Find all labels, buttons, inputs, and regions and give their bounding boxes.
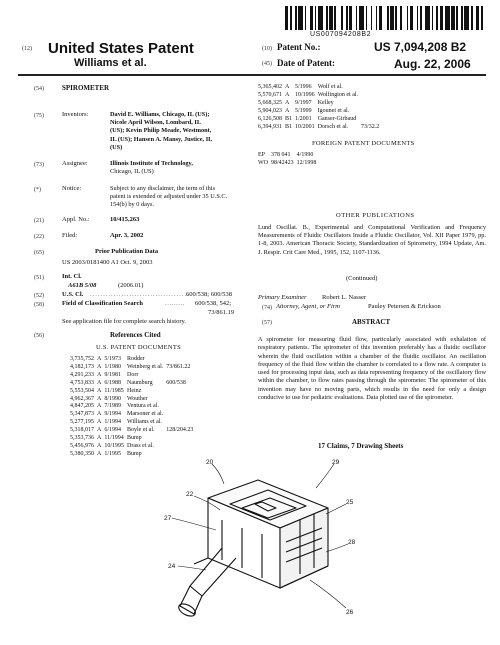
- field-code: (58): [34, 302, 44, 308]
- abstract-text: A spirometer for measuring fluid flow, particularly associated with exhalation of respiratory patients. The spirometer of this invention preferably has a fluidic oscillator wherein the fluid oscillation within a chamber of the fluidic oscillator. An oscillation frequency of the fluid flow within the chamber is correlated to a flow rate. A computer is used for processing input data, such as data representing frequency of the oscillatory flow within the chamber, to flow rates passing through the spirometer. The spirometer of this invention may have no moving parts, which results in the need for only a design conducive to use for pediatric evaluations. Data plotted use of the spirometer.: [258, 336, 486, 402]
- field-value-2: 73/861.19: [208, 309, 235, 316]
- reference-row-cell: [361, 116, 382, 124]
- patent-title-heading: United States Patent: [48, 40, 194, 57]
- date-code: (45): [262, 61, 272, 67]
- reference-row-cell: 5,277,195: [70, 419, 94, 426]
- foreign-row: [258, 160, 319, 168]
- foreign-title: FOREIGN PATENT DOCUMENTS: [312, 140, 415, 147]
- intcl-code: (51): [34, 275, 44, 281]
- field-value: 600/538, 542;: [195, 300, 232, 307]
- reference-row-cell: [361, 84, 382, 92]
- refs-title: References Cited: [110, 331, 161, 339]
- barcode-bar: [483, 6, 486, 30]
- field-label: Field of Classification Search: [62, 300, 143, 307]
- reference-row: [70, 403, 196, 411]
- reference-row-cell: A: [97, 363, 102, 370]
- reference-row: [258, 100, 382, 108]
- reference-row-cell: [361, 108, 382, 116]
- reference-row-cell: [166, 435, 196, 443]
- reference-row-cell: A: [285, 107, 290, 114]
- reference-row-cell: 8/1990: [104, 395, 122, 402]
- reference-row-cell: 6,126,508: [258, 115, 282, 122]
- reference-row-cell: Heinz: [127, 387, 142, 394]
- reference-row: [70, 372, 196, 380]
- reference-row-cell: Bump: [127, 450, 142, 457]
- reference-row-cell: A: [285, 99, 290, 106]
- appl-code: (21): [34, 218, 44, 224]
- barcode-number: US007094208B2: [310, 31, 372, 38]
- field-note: See application file for complete search history.: [62, 318, 186, 325]
- reference-row-cell: Kelley: [317, 99, 334, 106]
- filed-label: Filed:: [62, 232, 78, 239]
- reference-row-cell: A: [285, 91, 290, 98]
- reference-row: [258, 116, 382, 124]
- reference-row-cell: A: [285, 84, 290, 90]
- reference-row-cell: Dorr: [127, 371, 139, 378]
- reference-row: [70, 411, 196, 419]
- abstract-title: ABSTRACT: [352, 318, 391, 326]
- other-pubs-title: OTHER PUBLICATIONS: [336, 212, 415, 219]
- foreign-row-cell: 98/42423: [271, 159, 294, 166]
- reference-row: [70, 364, 196, 372]
- reference-row: [70, 419, 196, 427]
- reference-row-cell: 1/1995: [104, 450, 122, 457]
- reference-row-cell: 5,456,976: [70, 442, 94, 449]
- foreign-row-cell: EP: [258, 152, 266, 158]
- reference-row-cell: 5,347,873: [70, 411, 94, 418]
- reference-row-cell: A: [97, 387, 102, 394]
- us-references-table: [70, 356, 196, 459]
- reference-row-cell: 1/1980: [104, 363, 122, 370]
- reference-row-cell: 9/1981: [104, 371, 122, 378]
- reference-row-cell: 4,847,205: [70, 403, 94, 410]
- reference-row-cell: Wolfington et al.: [317, 91, 359, 98]
- reference-row-cell: Bump: [127, 435, 142, 442]
- foreign-row-cell: 378 041: [271, 152, 291, 158]
- reference-row: [258, 108, 382, 116]
- abstract-code: (57): [262, 320, 272, 326]
- reference-row-cell: B1: [285, 115, 293, 122]
- intcl-class: A61B 5/08: [68, 282, 97, 289]
- reference-row-cell: Boyle et al.: [127, 427, 155, 434]
- foreign-row-cell: 12/1998: [296, 159, 317, 166]
- reference-row-cell: [166, 411, 196, 419]
- reference-row-cell: 5,318,017: [70, 427, 94, 434]
- filed-date: Apr. 3, 2002: [110, 232, 144, 239]
- inventors-label: Inventors:: [62, 111, 89, 118]
- claims-summary: 17 Claims, 7 Drawing Sheets: [318, 442, 404, 450]
- uscl-label: U.S. Cl.: [62, 291, 84, 298]
- reference-row-cell: [361, 100, 382, 108]
- reference-row-cell: A: [97, 450, 102, 457]
- patent-no-code: (10): [262, 46, 272, 52]
- reference-row-cell: [361, 92, 382, 100]
- reference-row-cell: 5,904,023: [258, 107, 282, 114]
- reference-row-cell: A: [97, 395, 102, 402]
- field-dots: .........: [165, 300, 186, 307]
- reference-row-cell: 73/861.22: [166, 363, 191, 370]
- reference-row-cell: 1/1994: [104, 419, 122, 426]
- reference-row-cell: A: [97, 419, 102, 426]
- reference-row-cell: Marsoner et al.: [127, 411, 164, 418]
- reference-row-cell: A: [97, 403, 102, 410]
- uscl-value: 600/538; 600/538: [186, 291, 233, 298]
- patent-no-label: Patent No.:: [277, 42, 321, 52]
- reference-row: [70, 388, 196, 396]
- examiner-name: Robert L. Nasser: [322, 294, 367, 301]
- foreign-table: [258, 152, 319, 168]
- reference-row-cell: A: [97, 435, 102, 442]
- uscl-dots: ......................................: [90, 291, 190, 298]
- reference-row-cell: 4,753,833: [70, 379, 94, 386]
- inventor-short: Williams et al.: [74, 57, 147, 69]
- reference-row: [70, 356, 196, 364]
- reference-row-cell: 5,365,402: [258, 84, 282, 90]
- barcode: [285, 6, 487, 30]
- reference-row-cell: Weinberg et al.: [127, 363, 164, 370]
- reference-row-cell: 5,570,671: [258, 91, 282, 98]
- reference-row-cell: [166, 403, 196, 411]
- reference-row-cell: Ganser-Girbaud: [317, 115, 357, 122]
- filed-code: (22): [34, 234, 44, 240]
- reference-row-cell: [166, 419, 196, 427]
- reference-row-cell: A: [97, 427, 102, 434]
- notice-text: Subject to any disclaimer, the term of this patent is extended or adjusted under 35 U.S.C. 154(b) by 0 days.: [110, 185, 228, 209]
- reference-row: [258, 124, 382, 132]
- title-code: (54): [34, 86, 44, 92]
- reference-row-cell: Dorsch et al.: [317, 123, 349, 130]
- fig-label-25: 25: [346, 499, 354, 506]
- reference-row-cell: Rodder: [127, 356, 145, 362]
- reference-row-cell: [166, 396, 196, 404]
- assignee-value: Illinois Institute of Technology, Chicago, IL (US): [110, 160, 193, 176]
- prior-code: (65): [34, 250, 44, 256]
- refs-code: (56): [34, 333, 44, 339]
- foreign-row: [258, 152, 319, 160]
- reference-row-cell: [166, 372, 196, 380]
- reference-row-cell: A: [97, 371, 102, 378]
- reference-row: [70, 443, 196, 451]
- attorney-code: (74): [262, 305, 272, 311]
- references-continued: [258, 84, 382, 131]
- reference-row-cell: [166, 356, 196, 364]
- reference-row-cell: A: [97, 379, 102, 386]
- country-code: (12): [22, 46, 32, 52]
- reference-row-cell: Williams et al.: [127, 419, 162, 426]
- reference-row-cell: 1/2001: [295, 115, 312, 122]
- reference-row-cell: A: [97, 411, 102, 418]
- reference-row-cell: A: [97, 442, 102, 449]
- reference-row-cell: 5/1999: [295, 107, 312, 114]
- patent-date: Aug. 22, 2006: [394, 57, 471, 71]
- reference-row-cell: B1: [285, 123, 293, 130]
- reference-row-cell: 7/1989: [104, 403, 122, 410]
- attorney-name: Pauley Petersen & Erickson: [368, 303, 441, 310]
- reference-row-cell: 9/1997: [295, 99, 312, 106]
- reference-row-cell: 5,553,504: [70, 387, 94, 394]
- notice-label: Notice:: [62, 185, 82, 192]
- reference-row-cell: Drass et al.: [127, 442, 154, 449]
- fig-label-27: 27: [164, 515, 172, 522]
- reference-row-cell: Wolf et al.: [317, 84, 343, 90]
- reference-row: [70, 435, 196, 443]
- inventors-code: (75): [34, 113, 44, 119]
- reference-row-cell: 10/1996: [295, 91, 315, 98]
- reference-row-cell: 5/1996: [295, 84, 312, 90]
- uscl-code: (52): [34, 293, 44, 299]
- examiner-label: Primary Examiner: [258, 294, 307, 301]
- reference-row-cell: Igounet et al.: [317, 107, 350, 114]
- reference-row-cell: 4,291,233: [70, 371, 94, 378]
- header-rule: [18, 74, 486, 76]
- attorney-label: Attorney, Agent, or Firm: [276, 303, 340, 310]
- intcl-label: Int. Cl.: [62, 273, 82, 280]
- reference-row-cell: 5,353,736: [70, 435, 94, 442]
- fig-label-29: 29: [332, 459, 340, 466]
- reference-row-cell: [166, 388, 196, 396]
- fig-label-22: 22: [186, 491, 194, 498]
- reference-row: [70, 380, 196, 388]
- reference-row-cell: 73/32.2: [361, 123, 380, 130]
- reference-row-cell: 5/1973: [104, 356, 122, 362]
- reference-row-cell: 6,394,931: [258, 123, 282, 130]
- reference-row-cell: 10/1995: [104, 442, 125, 449]
- fig-label-26: 26: [346, 609, 354, 616]
- intcl-year: (2006.01): [118, 282, 144, 289]
- reference-row-cell: [166, 443, 196, 451]
- notice-code: (*): [34, 187, 41, 193]
- reference-row-cell: 4,962,367: [70, 395, 94, 402]
- prior-pub-title: Prior Publication Data: [95, 248, 159, 255]
- reference-row: [70, 427, 196, 435]
- reference-row: [70, 396, 196, 404]
- reference-row-cell: 6/1994: [104, 427, 122, 434]
- date-label: Date of Patent:: [277, 58, 335, 68]
- prior-pub-line: US 2003/0181400 A1 Oct. 9, 2003: [62, 259, 153, 266]
- appl-number: 10/415,263: [110, 216, 140, 223]
- appl-label: Appl. No.:: [62, 216, 90, 223]
- patent-number: US 7,094,208 B2: [374, 40, 467, 54]
- reference-row-cell: 3,735,752: [70, 356, 94, 362]
- us-docs-title: U.S. PATENT DOCUMENTS: [96, 344, 182, 351]
- reference-row-cell: Wouther: [127, 395, 148, 402]
- inventors-list: David E. Williams, Chicago, IL (US); Nicole April Wilson, Lombard, IL (US); Kevin Philip Meade, Westmont, IL (US); Hansen A. Mansy, Justice, IL (US): [110, 111, 213, 151]
- reference-row-cell: 11/1994: [104, 435, 124, 442]
- foreign-row-cell: 4/1990: [296, 152, 314, 158]
- reference-row-cell: Naumburg: [127, 379, 153, 386]
- reference-row-cell: 600/538: [166, 379, 186, 386]
- assignee-label: Assignee:: [62, 160, 88, 167]
- assignee-code: (73): [34, 162, 44, 168]
- reference-row-cell: 10/2001: [295, 123, 315, 130]
- invention-title: SPIROMETER: [62, 84, 110, 92]
- other-pubs-text: Lund Oscillat. B., Experimental and Computational Verification and Frequency Measurements of Fluidic Oscillators Inside a Fluidic Oscillator, Vol. XII Paper 1979, pp. 1-8, 2003. American Thoracic Society, Standardization of Spirometry, 1994 Update, Am. J. Respir. Crit Care Med., 1995, 152, 1107-1136.: [258, 224, 486, 256]
- spirometer-drawing: [150, 458, 360, 638]
- reference-row-cell: Ventura et al.: [127, 403, 159, 410]
- fig-label-28: 28: [348, 539, 356, 546]
- reference-row-cell: 9/1994: [104, 411, 122, 418]
- foreign-row-cell: WO: [258, 159, 268, 166]
- reference-row: [258, 84, 382, 92]
- reference-row-cell: 6/1988: [104, 379, 122, 386]
- reference-row-cell: 5,380,350: [70, 450, 94, 457]
- reference-row-cell: 128/204.23: [166, 427, 194, 434]
- reference-row-cell: A: [97, 356, 102, 362]
- fig-label-20: 20: [206, 459, 214, 466]
- fig-label-24: 24: [168, 563, 176, 570]
- continued-note: (Continued): [346, 275, 378, 282]
- reference-row: [258, 92, 382, 100]
- reference-row-cell: 11/1985: [104, 387, 124, 394]
- reference-row-cell: 5,668,325: [258, 99, 282, 106]
- reference-row-cell: 4,182,173: [70, 363, 94, 370]
